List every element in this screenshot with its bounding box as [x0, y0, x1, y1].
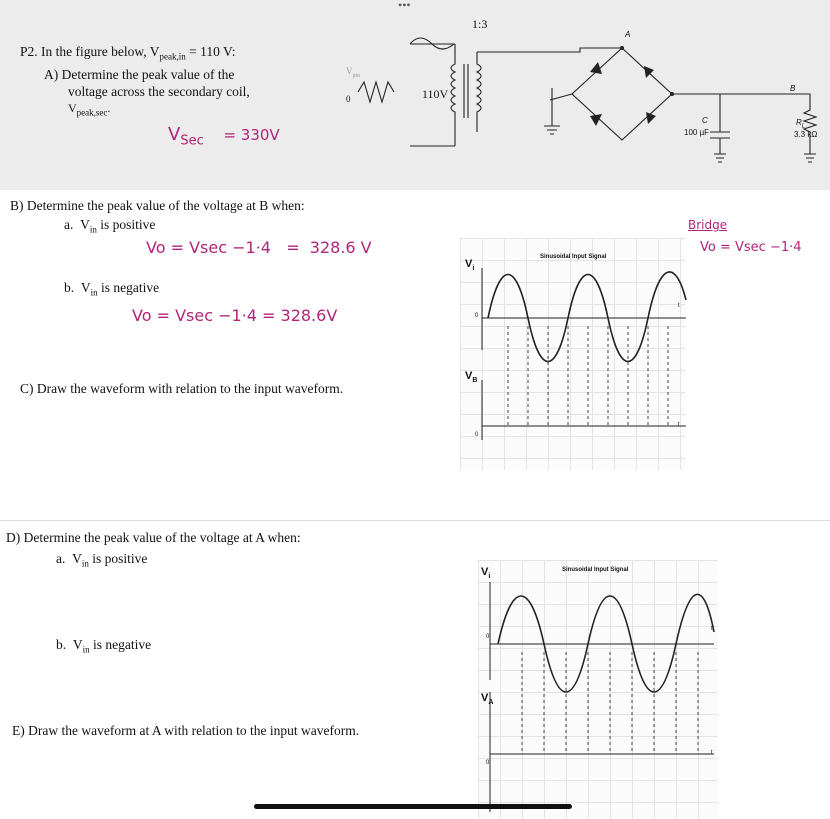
- section-b-c: C) Draw the waveform with relation to the input waveform.: [20, 381, 344, 396]
- top-handle: •••: [398, 0, 411, 12]
- graph2: [478, 562, 718, 812]
- graph1-vb: $V_B$: [465, 370, 478, 385]
- home-indicator[interactable]: [254, 804, 572, 809]
- circuit-diagram: [340, 14, 830, 184]
- graph2-t: t: [711, 626, 713, 632]
- source-zero: 0: [346, 94, 351, 104]
- graph2-t2: t: [711, 750, 713, 756]
- problem-title: P2. In the figure below, $V_{peak,in} = 110$ V:: [20, 44, 236, 62]
- graph1-zero: 0: [475, 313, 479, 319]
- section-b-a: a. $V_{in}$ is positive: [64, 217, 156, 235]
- input-wave: [488, 272, 686, 362]
- bridge-title: Bridge: [688, 218, 728, 232]
- section-b-b: b. $V_{in}$ is negative: [64, 280, 160, 298]
- load-value: 3.3 kΩ: [794, 130, 818, 139]
- graph1-signal: Sinusoidal Input Signal: [540, 254, 607, 260]
- section-d-e: E) Draw the waveform at A with relation to the input waveform.: [12, 723, 360, 738]
- graph1-t: t: [678, 303, 680, 309]
- graph2-zero2: 0: [486, 760, 490, 766]
- section-b-heading: B) Determine the peak value of the voltage at B when:: [10, 198, 305, 213]
- section-d-b: b. $V_{in}$ is negative: [56, 637, 152, 655]
- node-a: A: [625, 30, 631, 39]
- answer-b-b: Vo = Vsec −1·4 = 328.6V: [132, 306, 338, 325]
- graph2-va: $V_A$: [481, 692, 494, 707]
- cap-letter: C: [702, 116, 708, 125]
- graph1-t2: t: [678, 422, 680, 428]
- graph1-vi: $V_i$: [465, 258, 475, 273]
- question-a: A) Determine the peak value of the voltage across the secondary coil, $V_{peak,sec}$.: [44, 67, 250, 118]
- graph1: [460, 240, 690, 470]
- graph2-vi: $V_i$: [481, 566, 491, 581]
- cap-value: 100 µF: [684, 128, 710, 137]
- ac-source-icon: [358, 82, 394, 102]
- answer-vsec: $V_{Sec} = 330V$: [168, 124, 280, 149]
- section-d-heading: D) Determine the peak value of the voltage at A when:: [6, 530, 301, 545]
- section-d-a: a. $V_{in}$ is positive: [56, 551, 148, 569]
- turns-ratio: 1:3: [472, 17, 488, 31]
- answer-b-a: Vo = Vsec −1·4 = 328.6 V: [146, 238, 372, 257]
- bridge-formula: Vo = Vsec −1·4: [700, 240, 802, 255]
- graph2-signal: Sinusoidal Input Signal: [562, 567, 629, 573]
- load-label: $R_L$: [796, 118, 806, 130]
- input-wave: [498, 594, 714, 692]
- graph1-zero2: 0: [475, 432, 479, 438]
- node-b: B: [790, 84, 796, 93]
- primary-voltage: 110V: [422, 87, 449, 101]
- graph2-zero: 0: [486, 634, 490, 640]
- source-label: $V_{pin}$: [346, 66, 361, 79]
